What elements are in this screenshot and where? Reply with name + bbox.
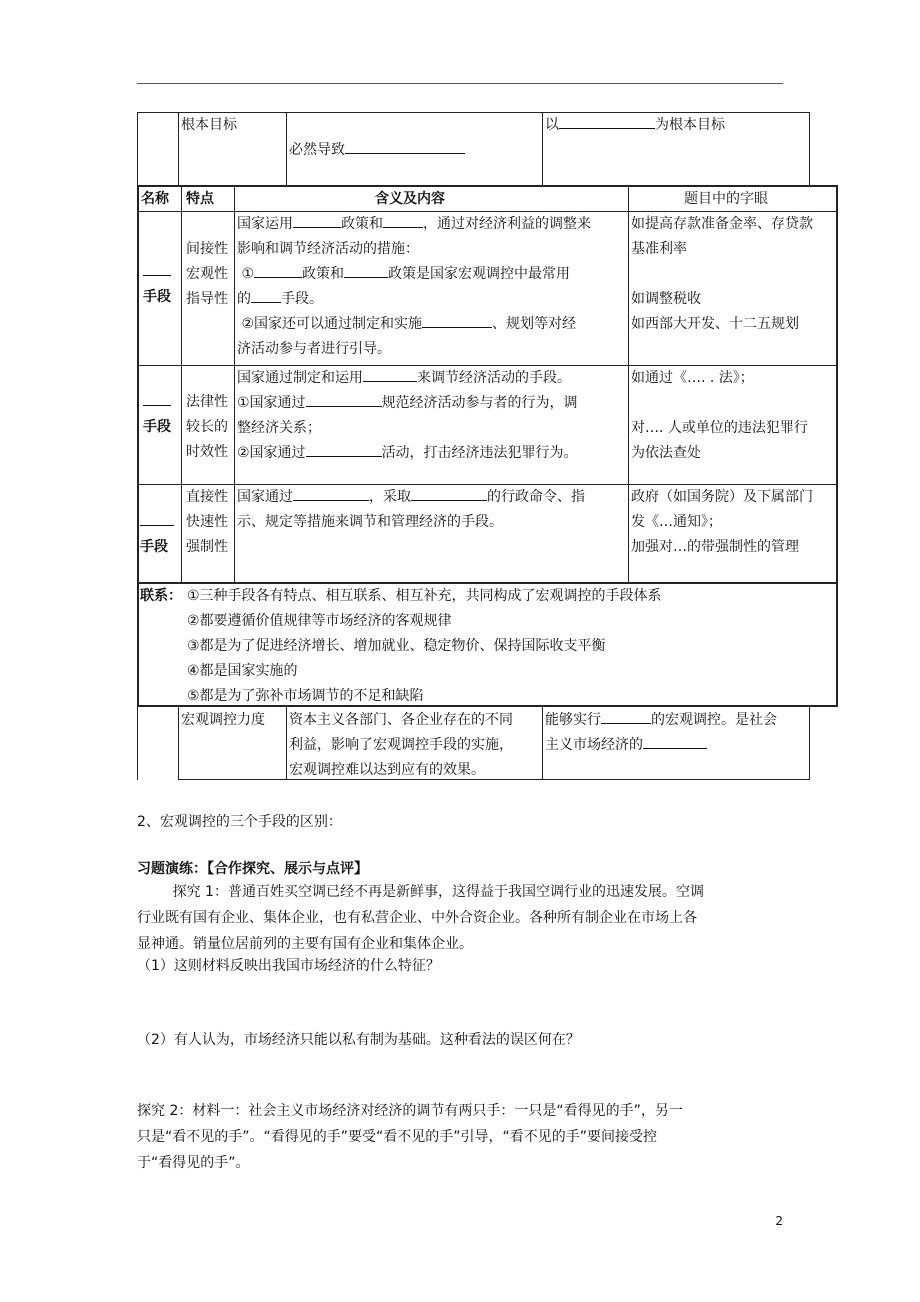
header-feature: 特点	[186, 191, 214, 207]
strength-capitalism: 资本主义各部门、各企业存在的不同 利益，影响了宏观调控手段的实施， 宏观调控难以达到应有的效果。	[289, 712, 513, 778]
legal-features: 法律性 较长的 时效性	[186, 394, 228, 460]
econ-content: 国家运用 政策和 ，通过对经济利益的调整来 影响和调节经济活动的措施： ① 政策和 政策是国家宏观调控中最常用 的 手段。 ②国家还可以通过制定和实施 、规划等对经 济活动参与者进行引导。	[237, 212, 591, 362]
goal-target: 以 为根本目标	[545, 113, 725, 138]
goal-result: 必然导致	[289, 138, 465, 163]
admin-content: 国家通过 ，采取 的行政命令、指 示、规定等措施来调节和管理经济的手段。	[237, 485, 585, 535]
explore-1: 探究 1：普通百姓买空调已经不再是新鲜事，这得益于我国空调行业的迅速发展。空调 行业既有国有企业、集体企业，也有私营企业、中外合资企业。各种所有制企业在市场上各 显神通。销量位居前列的主要有国有企业和集体企业。	[137, 884, 704, 952]
header-rule	[137, 83, 783, 84]
header-keywords: 题目中的字眼	[684, 191, 768, 207]
admin-name: 手段	[140, 510, 174, 560]
question-2: （2）有人认为，市场经济只能以私有制为基础。这种看法的误区何在？	[137, 1032, 580, 1048]
explore-2: 探究 2：材料一：社会主义市场经济对经济的调节有两只手：一只是“看得见的手”，另一 只是“看不见的手”。“看得见的手”要受“看不见的手”引导，“看不见的手”要间接受控 于“看得见的手”。	[137, 1103, 683, 1171]
header-content: 含义及内容	[375, 191, 445, 207]
links-list: ①三种手段各有特点、相互联系、相互补充，共同构成了宏观调控的手段体系 ②都要遵循价值规律等市场经济的客观规律 ③都是为了促进经济增长、增加就业、稳定物价、保持国际收支平衡 ④都是国家实施的 ⑤都是为了弥补市场调节的不足和缺陷	[187, 588, 662, 704]
exercise-title: 习题演练：【合作探究、展示与点评】	[137, 861, 368, 877]
header-name: 名称	[141, 191, 169, 207]
econ-features: 间接性 宏观性 指导性	[186, 241, 228, 307]
legal-name: 手段	[143, 390, 171, 440]
page-number: 2	[775, 1214, 783, 1228]
admin-keywords: 政府（如国务院）及下属部门 发《…通知》； 加强对…的带强制性的管理	[631, 489, 813, 555]
strength-socialism: 能够实行 的宏观调控。是社会 主义市场经济的	[545, 708, 777, 758]
econ-keywords: 如提高存款准备金率、存贷款 基准利率 如调整税收 如西部大开发、十二五规划	[631, 216, 813, 332]
strength-label: 宏观调控力度	[181, 712, 265, 728]
legal-keywords: 如通过《…. . 法》； 对…. 人或单位的违法犯罪行 为依法查处	[631, 370, 808, 461]
goal-label: 根本目标	[181, 117, 237, 133]
links-label: 联系：	[140, 588, 182, 604]
econ-name: 手段	[143, 260, 171, 310]
admin-features: 直接性 快速性 强制性	[186, 489, 228, 555]
question-1: （1）这则材料反映出我国市场经济的什么特征？	[137, 958, 440, 974]
legal-content: 国家通过制定和运用 来调节经济活动的手段。 ①国家通过 规范经济活动参与者的行为，调 整经济关系； ②国家通过 活动，打击经济违法犯罪行为。	[237, 366, 578, 466]
section-2-heading: 2、宏观调控的三个手段的区别：	[137, 814, 342, 830]
